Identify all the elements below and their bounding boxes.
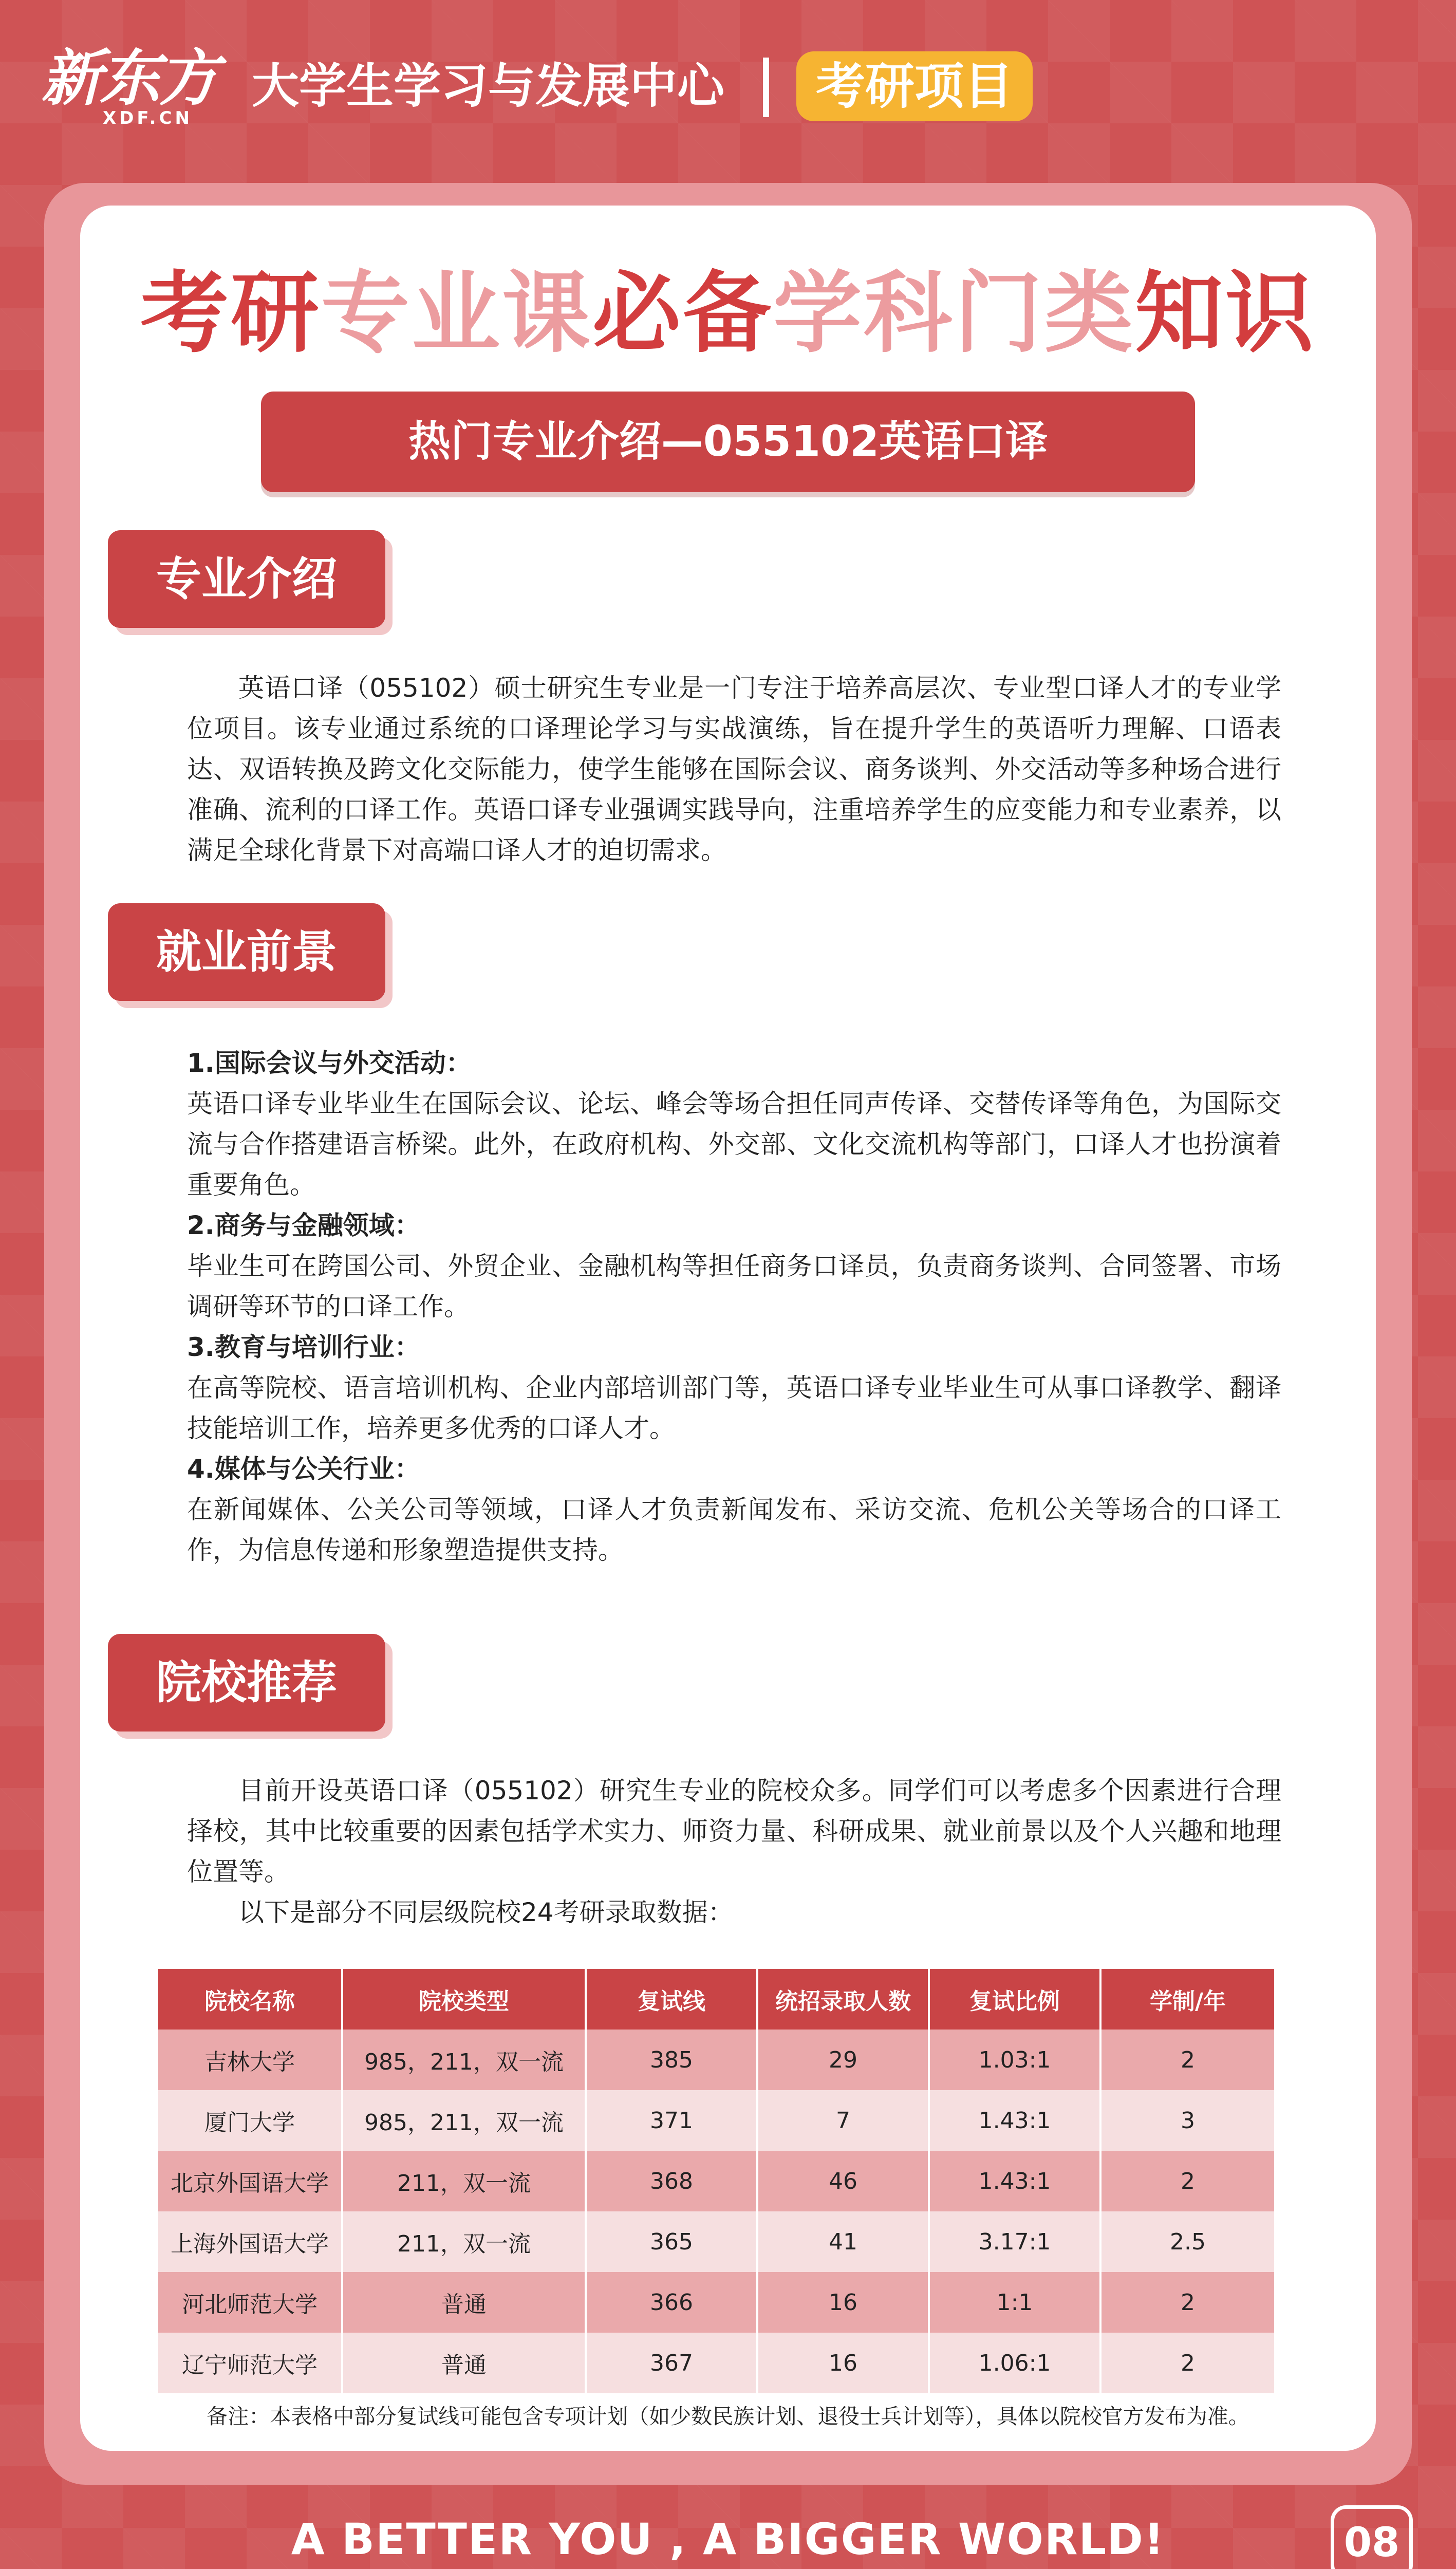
table-header-cell: 学制/年 bbox=[1100, 1969, 1274, 2030]
table-header-row bbox=[158, 1969, 1274, 2030]
table-row bbox=[158, 2272, 1274, 2333]
table-cell: 上海外国语大学 bbox=[158, 2211, 342, 2272]
title-part-3: 必备 bbox=[592, 262, 773, 365]
table-header-cell: 院校名称 bbox=[158, 1969, 342, 2030]
table-header-cell: 院校类型 bbox=[342, 1969, 586, 2030]
header-divider bbox=[763, 58, 769, 117]
table-cell: 41 bbox=[757, 2211, 929, 2272]
career-item bbox=[187, 1449, 1281, 1571]
table-row bbox=[158, 2211, 1274, 2272]
table-cell: 211，双一流 bbox=[342, 2151, 586, 2211]
table-cell: 7 bbox=[757, 2090, 929, 2151]
table-cell: 普通 bbox=[342, 2333, 586, 2393]
table-header-cell: 统招录取人数 bbox=[757, 1969, 929, 2030]
table-cell: 16 bbox=[757, 2333, 929, 2393]
footer-slogan: A BETTER YOU , A BIGGER WORLD! bbox=[291, 2514, 1165, 2564]
table-cell: 368 bbox=[586, 2151, 757, 2211]
career-item-text: 英语口译专业毕业生在国际会议、论坛、峰会等场合担任同声传译、交替传译等角色，为国际交流与合作搭建语言桥梁。此外，在政府机构、外交部、文化交流机构等部门，口译人才也扮演着重要角色。 bbox=[187, 1089, 1281, 1200]
program-badge: 考研项目 bbox=[796, 51, 1033, 121]
table-cell: 985，211，双一流 bbox=[342, 2090, 586, 2151]
table-cell: 371 bbox=[586, 2090, 757, 2151]
table-cell: 1.43:1 bbox=[929, 2090, 1100, 2151]
table-row bbox=[158, 2090, 1274, 2151]
schools-paragraph: 目前开设英语口译（055102）研究生专业的院校众多。同学们可以考虑多个因素进行合理择校，其中比较重要的因素包括学术实力、师资力量、科研成果、就业前景以及个人兴趣和地理位置等。 bbox=[187, 1776, 1281, 1887]
career-item-text: 在高等院校、语言培训机构、企业内部培训部门等，英语口译专业毕业生可从事口译教学、翻译技能培训工作，培养更多优秀的口译人才。 bbox=[187, 1373, 1281, 1443]
schools-table-intro: 以下是部分不同层级院校24考研录取数据： bbox=[238, 1897, 734, 1927]
table-cell: 3.17:1 bbox=[929, 2211, 1100, 2272]
page-header bbox=[0, 0, 1456, 175]
admission-table bbox=[158, 1969, 1274, 2393]
xdf-logo bbox=[41, 43, 226, 129]
table-cell: 2 bbox=[1100, 2272, 1274, 2333]
career-item-text: 在新闻媒体、公关公司等领域，口译人才负责新闻发布、采访交流、危机公关等场合的口译工作，为信息传递和形象塑造提供支持。 bbox=[187, 1495, 1281, 1565]
career-item-title: 3.教育与培训行业： bbox=[187, 1332, 420, 1362]
table-cell: 2.5 bbox=[1100, 2211, 1274, 2272]
table-cell: 2 bbox=[1100, 2030, 1274, 2090]
table-cell: 1.43:1 bbox=[929, 2151, 1100, 2211]
main-title bbox=[80, 257, 1376, 370]
career-list bbox=[187, 1043, 1281, 1571]
table-cell: 385 bbox=[586, 2030, 757, 2090]
table-cell: 北京外国语大学 bbox=[158, 2151, 342, 2211]
table-cell: 厦门大学 bbox=[158, 2090, 342, 2151]
page-number: 08 bbox=[1331, 2505, 1413, 2569]
table-cell: 1.03:1 bbox=[929, 2030, 1100, 2090]
career-item-title: 2.商务与金融领域： bbox=[187, 1211, 420, 1240]
table-header-cell: 复试线 bbox=[586, 1969, 757, 2030]
career-item bbox=[187, 1205, 1281, 1327]
table-cell: 211，双一流 bbox=[342, 2211, 586, 2272]
table-cell: 3 bbox=[1100, 2090, 1274, 2151]
table-row bbox=[158, 2030, 1274, 2090]
header-title: 大学生学习与发展中心 bbox=[252, 59, 725, 114]
content-card bbox=[80, 206, 1376, 2451]
title-part-5: 知识 bbox=[1135, 262, 1316, 365]
intro-paragraph: 英语口译（055102）硕士研究生专业是一门专注于培养高层次、专业型口译人才的专业学位项目。该专业通过系统的口译理论学习与实战演练，旨在提升学生的英语听力理解、口语表达、双语转换及跨文化交际能力，使学生能够在国际会议、商务谈判、外交活动等多种场合进行准确、流利的口译工作。英语口译专业强调实践导向，注重培养学生的应变能力和专业素养，以满足全球化背景下对高端口译人才的迫切需求。 bbox=[187, 673, 1281, 865]
table-cell: 16 bbox=[757, 2272, 929, 2333]
career-item bbox=[187, 1327, 1281, 1449]
table-cell: 366 bbox=[586, 2272, 757, 2333]
table-cell: 365 bbox=[586, 2211, 757, 2272]
table-note: 备注：本表格中部分复试线可能包含专项计划（如少数民族计划、退役士兵计划等），具体以院校官方发布为准。 bbox=[207, 2404, 1249, 2429]
subtitle-bar: 热门专业介绍—055102英语口译 bbox=[261, 392, 1195, 492]
title-part-1: 考研 bbox=[140, 262, 321, 365]
section-tab-schools: 院校推荐 bbox=[108, 1634, 385, 1732]
table-cell: 985，211，双一流 bbox=[342, 2030, 586, 2090]
table-cell: 2 bbox=[1100, 2151, 1274, 2211]
section-tab-intro: 专业介绍 bbox=[108, 530, 385, 628]
table-cell: 普通 bbox=[342, 2272, 586, 2333]
table-header-cell: 复试比例 bbox=[929, 1969, 1100, 2030]
career-item bbox=[187, 1043, 1281, 1205]
title-part-2: 专业课 bbox=[321, 262, 592, 365]
table-cell: 29 bbox=[757, 2030, 929, 2090]
table-cell: 46 bbox=[757, 2151, 929, 2211]
table-cell: 367 bbox=[586, 2333, 757, 2393]
career-item-title: 1.国际会议与外交活动： bbox=[187, 1048, 472, 1078]
table-cell: 1.06:1 bbox=[929, 2333, 1100, 2393]
table-cell: 辽宁师范大学 bbox=[158, 2333, 342, 2393]
logo-text: 新东方 bbox=[41, 43, 217, 114]
logo-domain: XDF.CN bbox=[103, 108, 193, 128]
table-row bbox=[158, 2151, 1274, 2211]
table-cell: 吉林大学 bbox=[158, 2030, 342, 2090]
table-cell: 2 bbox=[1100, 2333, 1274, 2393]
title-part-4: 学科门类 bbox=[773, 262, 1135, 365]
career-item-text: 毕业生可在跨国公司、外贸企业、金融机构等担任商务口译员，负责商务谈判、合同签署、市场调研等环节的口译工作。 bbox=[187, 1251, 1281, 1321]
table-cell: 河北师范大学 bbox=[158, 2272, 342, 2333]
section-tab-career: 就业前景 bbox=[108, 903, 385, 1001]
career-item-title: 4.媒体与公关行业： bbox=[187, 1454, 420, 1484]
table-row bbox=[158, 2333, 1274, 2393]
table-cell: 1:1 bbox=[929, 2272, 1100, 2333]
